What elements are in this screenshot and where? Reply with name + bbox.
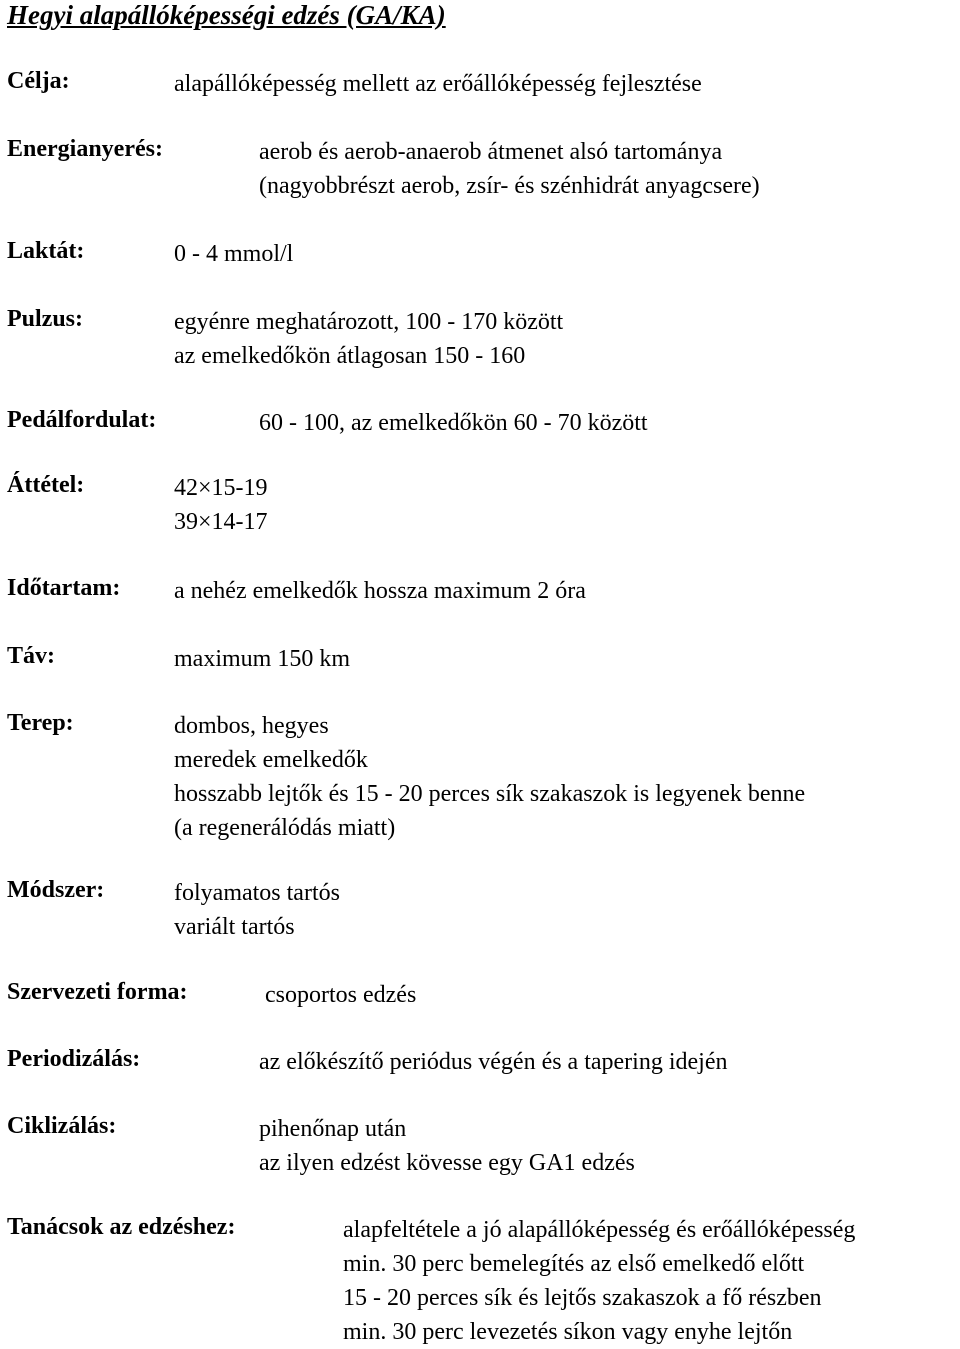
periodizalas-value xyxy=(259,1045,727,1079)
periodizalas-label: Periodizálás: xyxy=(7,1046,141,1072)
value-line: 42×15-19 xyxy=(174,475,268,501)
value-line: alapállóképesség mellett az erőállóképesség fejlesztése xyxy=(174,71,702,97)
pedalfordulat-label: Pedálfordulat: xyxy=(7,407,157,433)
value-line: pihenőnap után xyxy=(259,1116,407,1142)
energianyeres-label: Energianyerés: xyxy=(7,136,163,162)
modszer-value xyxy=(174,876,340,944)
ciklizalas-label: Ciklizálás: xyxy=(7,1113,117,1139)
value-line: a nehéz emelkedők hossza maximum 2 óra xyxy=(174,578,586,604)
value-line: variált tartós xyxy=(174,914,295,940)
modszer-label: Módszer: xyxy=(7,877,105,903)
pulzus-value xyxy=(174,305,563,373)
celja-label: Célja: xyxy=(7,68,70,94)
attetel-value xyxy=(174,471,268,539)
value-line: 0 - 4 mmol/l xyxy=(174,241,294,267)
value-line: hosszabb lejtők és 15 - 20 perces sík szakaszok is legyenek benne xyxy=(174,781,806,807)
tanacsok-label: Tanácsok az edzéshez: xyxy=(7,1214,236,1240)
value-line: alapfeltétele a jó alapállóképesség és erőállóképesség xyxy=(343,1217,856,1243)
value-line: 39×14-17 xyxy=(174,509,268,535)
tav-label: Táv: xyxy=(7,643,55,669)
value-line: 15 - 20 perces sík és lejtős szakaszok a fő részben xyxy=(343,1285,822,1311)
energianyeres-value xyxy=(259,135,760,203)
value-line: az emelkedőkön átlagosan 150 - 160 xyxy=(174,343,526,369)
szervezeti-forma-label: Szervezeti forma: xyxy=(7,979,188,1005)
idotartam-value xyxy=(174,574,586,608)
laktat-value xyxy=(174,237,293,271)
terep-label: Terep: xyxy=(7,710,74,736)
idotartam-label: Időtartam: xyxy=(7,575,121,601)
attetel-label: Áttétel: xyxy=(7,472,85,498)
value-line: min. 30 perc levezetés síkon vagy enyhe lejtőn xyxy=(343,1319,793,1345)
document-title: Hegyi alapállóképességi edzés (GA/KA) xyxy=(7,0,446,30)
pulzus-label: Pulzus: xyxy=(7,306,84,332)
value-line: aerob és aerob-anaerob átmenet alsó tartománya xyxy=(259,139,723,165)
value-line: az ilyen edzést kövesse egy GA1 edzés xyxy=(259,1150,635,1176)
laktat-label: Laktát: xyxy=(7,238,85,264)
value-line: csoportos edzés xyxy=(265,982,417,1008)
value-line: (a regenerálódás miatt) xyxy=(174,815,396,841)
value-line: 60 - 100, az emelkedőkön 60 - 70 között xyxy=(259,410,648,436)
value-line: meredek emelkedők xyxy=(174,747,368,773)
ciklizalas-value xyxy=(259,1112,635,1180)
value-line: az előkészítő periódus végén és a tapering idején xyxy=(259,1049,728,1075)
szervezeti-forma-value xyxy=(265,978,416,1012)
pedalfordulat-value xyxy=(259,406,648,440)
value-line: maximum 150 km xyxy=(174,646,350,672)
terep-value xyxy=(174,709,805,845)
tav-value xyxy=(174,642,350,676)
tanacsok-value xyxy=(343,1213,855,1349)
value-line: egyénre meghatározott, 100 - 170 között xyxy=(174,309,564,335)
value-line: min. 30 perc bemelegítés az első emelkedő előtt xyxy=(343,1251,805,1277)
value-line: (nagyobbrészt aerob, zsír- és szénhidrát anyagcsere) xyxy=(259,173,760,199)
value-line: folyamatos tartós xyxy=(174,880,340,906)
celja-value xyxy=(174,67,702,101)
value-line: dombos, hegyes xyxy=(174,713,329,739)
